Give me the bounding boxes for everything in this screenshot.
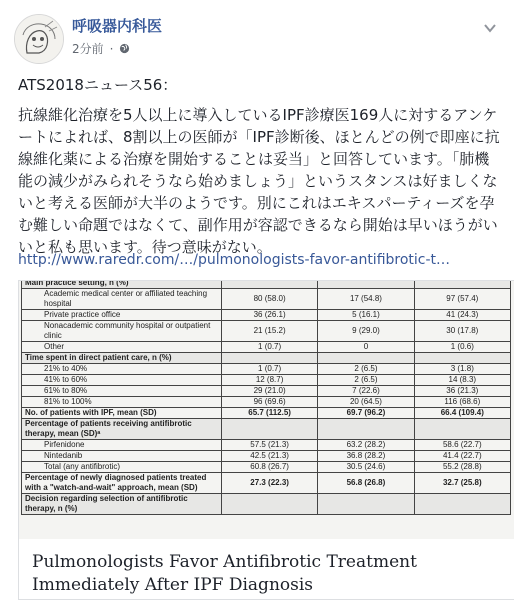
table-row xyxy=(22,364,511,375)
row-value: 66.4 (109.4) xyxy=(414,408,510,419)
row-label: Percentage of newly diagnosed patients treated with a "watch-and-wait" approach, mean (SD) xyxy=(22,473,222,494)
row-value: 30 (17.8) xyxy=(414,321,510,342)
post-meta xyxy=(72,40,130,57)
row-label: Decision regarding selection of antifibrotic therapy, n (%) xyxy=(22,494,222,515)
row-value: 97 (57.4) xyxy=(414,289,510,310)
row-value: 96 (69.6) xyxy=(221,397,317,408)
row-value: 36.8 (28.2) xyxy=(318,451,414,462)
row-value xyxy=(221,353,317,364)
table-row xyxy=(22,281,511,289)
table-row xyxy=(22,310,511,321)
row-label: Total (any antifibrotic) xyxy=(22,462,222,473)
ipf-survey-table xyxy=(21,281,511,515)
row-value: 0 xyxy=(318,342,414,353)
row-value: 2 (6.5) xyxy=(318,375,414,386)
globe-icon[interactable] xyxy=(119,43,130,54)
row-value xyxy=(221,419,317,440)
row-value: 21 (15.2) xyxy=(221,321,317,342)
table-image xyxy=(19,281,514,539)
card-title[interactable]: Pulmonologists Favor Antifibrotic Treatment Immediately After IPF Diagnosis xyxy=(32,552,417,595)
row-value: 63.2 (28.2) xyxy=(318,440,414,451)
table-row xyxy=(22,375,511,386)
table-row xyxy=(22,451,511,462)
row-label: Nintedanib xyxy=(22,451,222,462)
row-value: 1 (0.7) xyxy=(221,364,317,375)
avatar[interactable] xyxy=(14,14,64,64)
table-row xyxy=(22,321,511,342)
row-label: Main practice setting, n (%) xyxy=(22,281,222,289)
row-value xyxy=(414,494,510,515)
row-label: 61% to 80% xyxy=(22,386,222,397)
row-value: 55.2 (28.8) xyxy=(414,462,510,473)
author-name[interactable]: 呼吸器内科医 xyxy=(72,17,163,35)
table-row xyxy=(22,494,511,515)
row-value: 3 (1.8) xyxy=(414,364,510,375)
row-value: 27.3 (22.3) xyxy=(221,473,317,494)
row-value: 65.7 (112.5) xyxy=(221,408,317,419)
table-row xyxy=(22,419,511,440)
row-value: 80 (58.0) xyxy=(221,289,317,310)
row-value: 14 (8.3) xyxy=(414,375,510,386)
row-value: 58.6 (22.7) xyxy=(414,440,510,451)
row-value: 1 (0.6) xyxy=(414,342,510,353)
table-row xyxy=(22,386,511,397)
table-row xyxy=(22,342,511,353)
row-value: 1 (0.7) xyxy=(221,342,317,353)
row-value: 9 (29.0) xyxy=(318,321,414,342)
row-value: 2 (6.5) xyxy=(318,364,414,375)
row-value xyxy=(318,353,414,364)
row-value: 17 (54.8) xyxy=(318,289,414,310)
row-value: 12 (8.7) xyxy=(221,375,317,386)
row-value xyxy=(318,419,414,440)
row-value xyxy=(221,281,317,289)
row-value: 30.5 (24.6) xyxy=(318,462,414,473)
row-label: No. of patients with IPF, mean (SD) xyxy=(22,408,222,419)
post-text-title: ATS2018ニュース56： xyxy=(18,76,178,94)
row-value xyxy=(221,494,317,515)
table-row xyxy=(22,440,511,451)
row-label: Time spent in direct patient care, n (%) xyxy=(22,353,222,364)
post-text xyxy=(18,74,502,258)
row-value xyxy=(414,281,510,289)
row-label: 21% to 40% xyxy=(22,364,222,375)
table-row xyxy=(22,408,511,419)
row-value: 36 (21.3) xyxy=(414,386,510,397)
chevron-down-icon[interactable] xyxy=(484,18,496,28)
avatar-sketch-icon xyxy=(15,15,63,63)
post-time[interactable]: 2分前 xyxy=(72,42,104,56)
row-label: Academic medical center or affiliated teaching hospital xyxy=(22,289,222,310)
row-label: Nonacademic community hospital or outpatient clinic xyxy=(22,321,222,342)
table-row xyxy=(22,462,511,473)
row-value: 5 (16.1) xyxy=(318,310,414,321)
row-value: 29 (21.0) xyxy=(221,386,317,397)
row-value: 116 (68.6) xyxy=(414,397,510,408)
row-label: Pirfenidone xyxy=(22,440,222,451)
row-value: 57.5 (21.3) xyxy=(221,440,317,451)
row-value: 7 (22.6) xyxy=(318,386,414,397)
table-row xyxy=(22,397,511,408)
row-value xyxy=(318,281,414,289)
post-link[interactable]: http://www.raredr.com/…/pulmonologists-favor-antifibrotic-t… xyxy=(18,252,451,268)
row-label: 41% to 60% xyxy=(22,375,222,386)
link-preview-card[interactable] xyxy=(18,280,514,600)
table-row xyxy=(22,289,511,310)
row-value: 56.8 (26.8) xyxy=(318,473,414,494)
row-value xyxy=(414,419,510,440)
row-label: Private practice office xyxy=(22,310,222,321)
row-value: 32.7 (25.8) xyxy=(414,473,510,494)
meta-separator: · xyxy=(109,41,114,56)
row-value: 69.7 (96.2) xyxy=(318,408,414,419)
row-value: 60.8 (26.7) xyxy=(221,462,317,473)
row-label: 81% to 100% xyxy=(22,397,222,408)
row-value: 41 (24.3) xyxy=(414,310,510,321)
row-value: 20 (64.5) xyxy=(318,397,414,408)
post-text-body: 抗線維化治療を5人以上に導入しているIPF診療医169人に対するアンケートによれば、8割以上の医師が「IPF診断後、ほとんどの例で即座に抗線維化薬による治療を開始することは妥当」と回答しています。「肺機能の減少がみられそうなら始めましょう」というスタンスは好ましくないと考える医師が大半のようです。別にこれはエキスパーティーズを孕む難しい命題ではなくて、副作用が容認できるなら開始は早いほうがいいと私も思います。待つ意味がない。 xyxy=(18,106,500,256)
row-value xyxy=(318,494,414,515)
row-value: 42.5 (21.3) xyxy=(221,451,317,462)
table-row xyxy=(22,353,511,364)
row-value: 41.4 (22.7) xyxy=(414,451,510,462)
row-value xyxy=(414,353,510,364)
row-label: Other xyxy=(22,342,222,353)
table-row xyxy=(22,473,511,494)
row-label: Percentage of patients receiving antifibrotic therapy, mean (SD)ᵃ xyxy=(22,419,222,440)
row-value: 36 (26.1) xyxy=(221,310,317,321)
